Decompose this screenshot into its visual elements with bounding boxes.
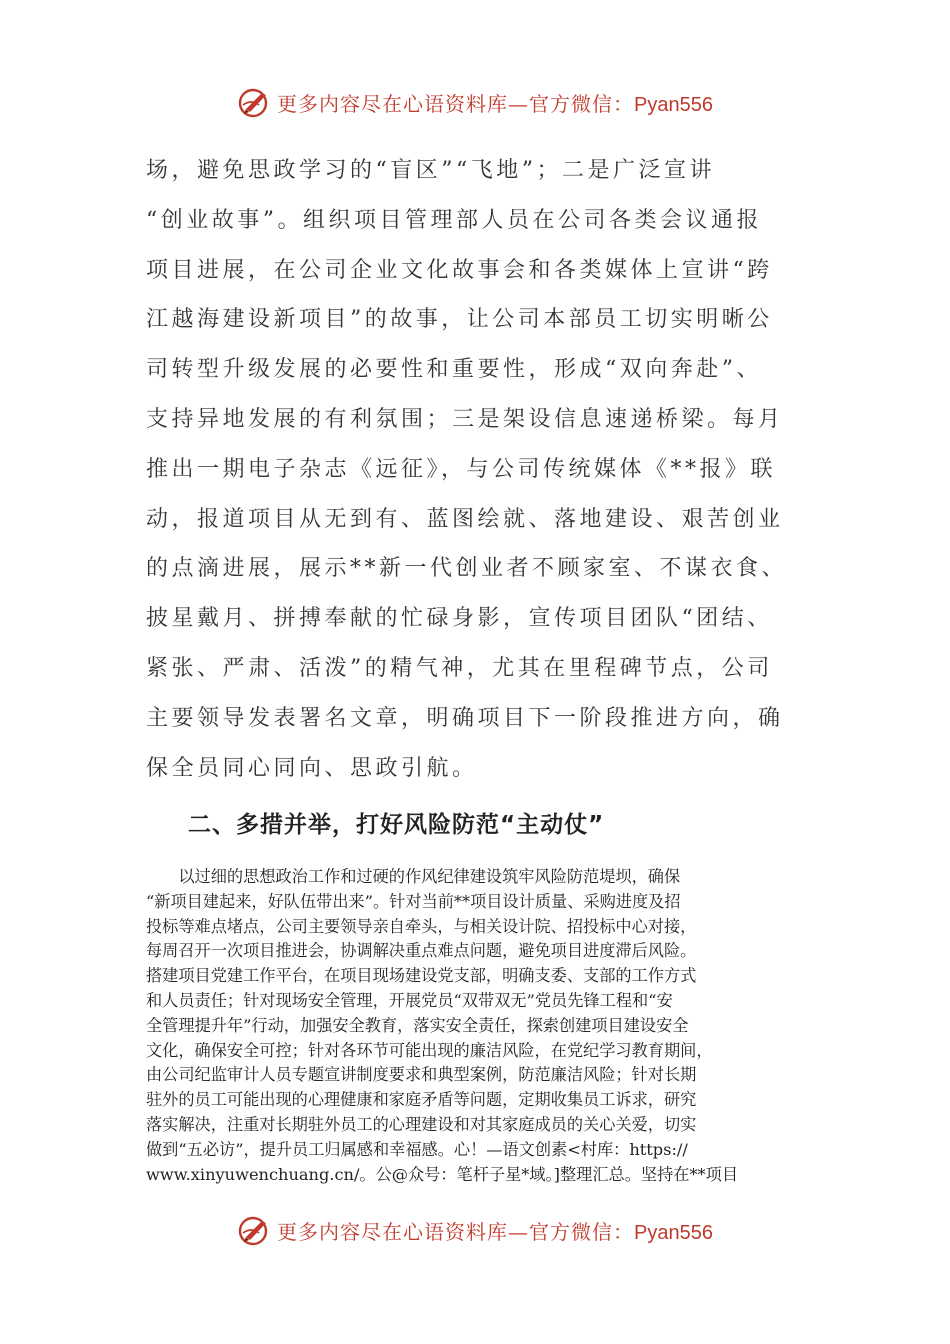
section-line: www.xinyuwenchuang.cn/。公@众号：笔杆子星*域。]整理汇总。坚持在**项目 xyxy=(146,1164,739,1184)
section-line: “新项目建起来，好队伍带出来”。针对当前**项目设计质量、采购进度及招 xyxy=(146,891,681,911)
section-line: 全管理提升年”行动，加强安全教育，落实安全责任，探索创建项目建设安全 xyxy=(146,1015,689,1035)
body-line: 推出一期电子杂志《远征》，与公司传统媒体《**报》联 xyxy=(146,456,777,482)
pen-logo-icon xyxy=(237,85,271,119)
section-line: 驻外的员工可能出现的心理健康和家庭矛盾等问题，定期收集员工诉求，研究 xyxy=(146,1090,697,1110)
body-line: “创业故事”。组织项目管理部人员在公司各类会议通报 xyxy=(146,207,762,233)
section-line: 文化，确保安全可控；针对各环节可能出现的廉洁风险，在党纪学习教育期间， xyxy=(146,1040,713,1060)
body-line: 动，报道项目从无到有、蓝图绘就、落地建设、艰苦创业 xyxy=(146,506,784,532)
header-banner-text: 更多内容尽在心语资料库—官方微信：Pyan556 xyxy=(277,91,713,116)
header-banner-code: Pyan556 xyxy=(634,93,713,116)
body-line: 支持异地发展的有利氛围；三是架设信息速递桥梁。每月 xyxy=(146,406,784,432)
body-line: 披星戴月、拼搏奉献的忙碌身影，宣传项目团队“团结、 xyxy=(146,606,773,632)
section-line: 每周召开一次项目推进会，协调解决重点难点问题，避免项目进度滞后风险。 xyxy=(146,941,697,961)
body-line: 司转型升级发展的必要性和重要性，形成“双向奔赴”、 xyxy=(146,357,762,383)
body-line: 的点滴进展，展示**新一代创业者不顾家室、不谋衣食、 xyxy=(146,556,788,582)
body-paragraph xyxy=(146,146,810,793)
body-line: 江越海建设新项目”的故事，让公司本部员工切实明晰公 xyxy=(146,307,773,333)
section-paragraph xyxy=(146,865,816,1187)
section-line: 落实解决，注重对长期驻外员工的心理建设和对其家庭成员的关心关爱，切实 xyxy=(146,1114,697,1134)
section-line: 和人员责任；针对现场安全管理，开展党员“双带双无”党员先锋工程和“安 xyxy=(146,990,673,1010)
body-line: 保全员同心同向、思政引航。 xyxy=(146,755,478,781)
footer-banner-text: 更多内容尽在心语资料库—官方微信：Pyan556 xyxy=(277,1219,713,1244)
body-line: 场，避免思政学习的“盲区”“飞地”；二是广泛宣讲 xyxy=(146,158,715,183)
section-line: 做到“五必访”，提升员工归属感和幸福感。心！—语文创素<村库：https:// xyxy=(146,1139,688,1159)
body-line: 项目进展，在公司企业文化故事会和各类媒体上宣讲“跨 xyxy=(146,257,773,283)
section-line: 投标等难点堵点，公司主要领导亲自牵头，与相关设计院、招投标中心对接， xyxy=(146,916,697,936)
header-banner xyxy=(0,80,950,124)
section-heading: 二、多措并举，打好风险防范“主动仗” xyxy=(188,812,605,838)
body-line: 主要领导发表署名文章，明确项目下一阶段推进方向，确 xyxy=(146,705,784,731)
footer-banner xyxy=(0,1208,950,1252)
footer-banner-code: Pyan556 xyxy=(634,1221,713,1244)
body-line: 紧张、严肃、活泼”的精气神，尤其在里程碑节点，公司 xyxy=(146,655,773,681)
section-line: 由公司纪监审计人员专题宣讲制度要求和典型案例，防范廉洁风险；针对长期 xyxy=(146,1065,697,1085)
section-line: 搭建项目党建工作平台，在项目现场建设党支部，明确支委、支部的工作方式 xyxy=(146,966,697,986)
pen-logo-icon xyxy=(237,1213,271,1247)
section-line: 以过细的思想政治工作和过硬的作风纪律建设筑牢风险防范堤坝，确保 xyxy=(146,867,681,886)
